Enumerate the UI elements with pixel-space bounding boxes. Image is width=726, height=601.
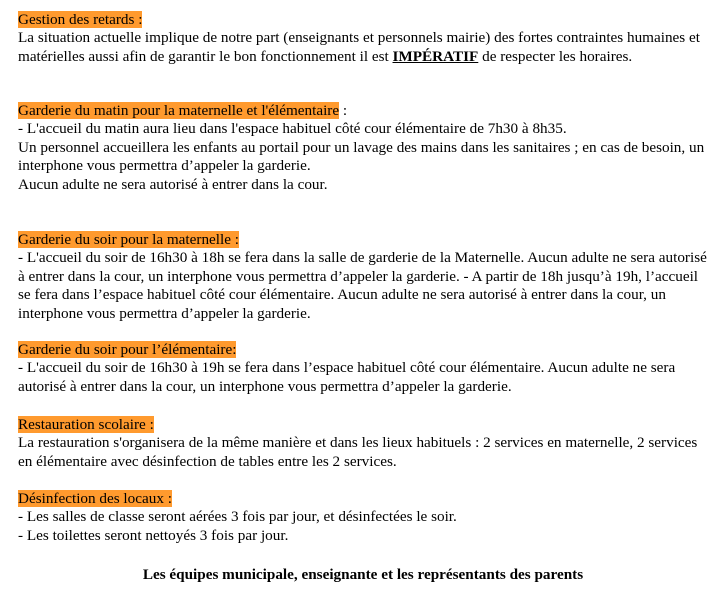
section-line: - L'accueil du matin aura lieu dans l'espace habituel côté cour élémentaire de 7h30 à 8h35. [18,120,567,138]
section-line: Aucun adulte ne sera autorisé à entrer dans la cour. [18,175,328,193]
section-heading: Garderie du matin pour la maternelle et l'élémentaire [18,102,340,119]
section-heading: Restauration scolaire : [18,416,154,433]
section-text: - L'accueil du soir de 16h30 à 18h se fera dans la salle de garderie de la Maternelle. Aucun adulte ne sera autorisé à entrer dans la cour, un interphone vous permettra d’appeler la garderie. - A partir de 18h jusqu’à 19h, l’accueil se fera dans l’espace habituel côté cour élémentaire. Aucun adulte ne sera autorisé à entrer dans la cour, un interphone vous permettra d’appeler la garderie. [18,249,707,322]
section-line: - Les salles de classe seront aérées 3 fois par jour, et désinfectées le soir. [18,508,457,526]
section-heading: Gestion des retards : [18,11,143,28]
section-text: - L'accueil du soir de 16h30 à 19h se fera dans l’espace habituel côté cour élémentaire. Aucun adulte ne sera autorisé à entrer dans la cour, un interphone vous permettra d’appeler la garderie. [18,359,676,395]
signature: Les équipes municipale, enseignante et les représentants des parents [142,566,584,583]
section-garderie-soir-maternelle [18,231,708,323]
section-line: - Les toilettes seront nettoyés 3 fois par jour. [18,526,289,544]
section-text: La restauration s'organisera de la même manière et dans les lieux habituels : 2 services en maternelle, 2 services en élémentaire avec désinfection de tables entre les 2 services. [18,434,698,470]
section-garderie-matin: Garderie du matin pour la maternelle et l'élémentaire : - L'accueil du matin aura lieu dans l'espace habituel côté cour élémentaire de 7h30 à 8h35. Un personnel accueillera les enfants au portail pour un lavage des mains dans les sanitaires ; en cas de besoin, un interphone vous permettra d’appeler la garderie. Aucun adulte ne sera autorisé à entrer dans la cour. [18,102,708,194]
section-heading: Désinfection des locaux : [18,490,172,507]
section-retards [18,11,708,66]
section-line: Un personnel accueillera les enfants au portail pour un lavage des mains dans les sanitaires ; en cas de besoin, un interphone vous permettra d’appeler la garderie. [18,138,705,175]
section-garderie-soir-elementaire [18,341,708,396]
section-restauration [18,416,708,471]
emphasis-imperatif: IMPÉRATIF [392,47,479,65]
section-text: La situation actuelle implique de notre part (enseignants et personnels mairie) des fortes contraintes humaines et matérielles aussi afin de garantir le bon fonctionnement il est IMPÉRATIF de respecter les horaires. [18,29,700,65]
section-desinfection [18,490,708,545]
section-heading: Garderie du soir pour l’élémentaire: [18,341,237,358]
section-heading: Garderie du soir pour la maternelle : [18,231,239,248]
